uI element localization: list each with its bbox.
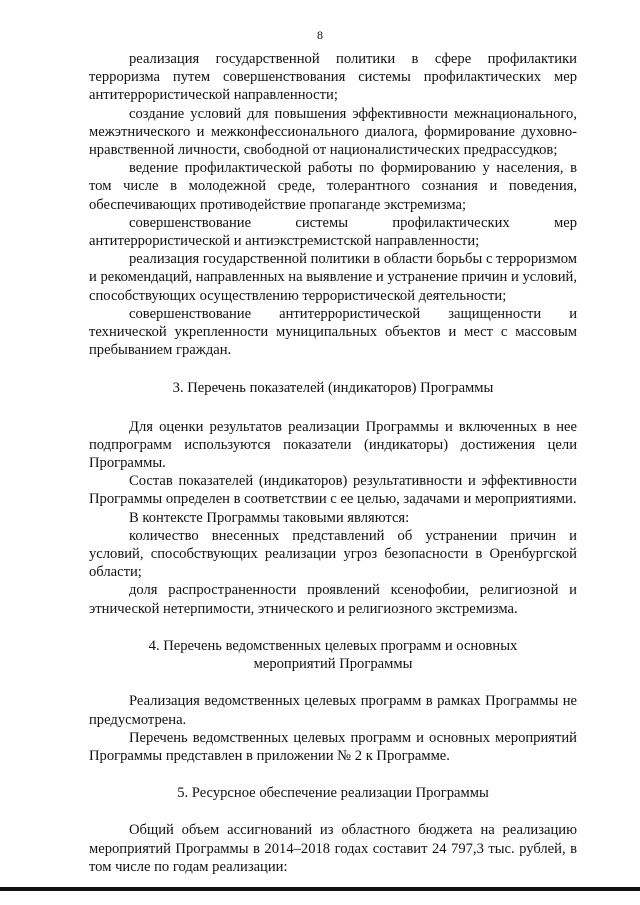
paragraph: В контексте Программы таковыми являются: — [129, 509, 410, 526]
section-4-heading-line-1: 4. Перечень ведомственных целевых программ и основных — [148, 637, 518, 654]
paragraph: реализация государственной политики в сфере профилактики терроризма путем совершенствования системы профилактических мер антитеррористической направленности; — [89, 51, 577, 104]
paragraph: совершенствование системы профилактических мер антитеррористической и антиэкстремистской направленности; — [89, 214, 577, 250]
paragraph: Реализация ведомственных целевых программ в рамках Программы не предусмотрена. — [89, 693, 577, 728]
bottom-scan-edge — [0, 887, 640, 891]
section-4-heading-line-2: мероприятий Программы — [253, 656, 413, 673]
paragraph: ведение профилактической работы по формированию у населения, в том числе в молодежной среде, толерантного сознания и поведения, обеспечивающих противодействие пропаганде экстремизма; — [89, 160, 577, 213]
section-4-heading — [89, 637, 577, 673]
paragraph: создание условий для повышения эффективности межнационального, межэтнического и межконфессионального диалога, формирование духовно-нравственной личности, свободной от националистических предрассудков; — [89, 105, 577, 159]
paragraph: доля распространенности проявлений ксенофобии, религиозной и этнической нетерпимости, этнического и религиозного экстремизма. — [89, 582, 577, 617]
page-number: 8 — [317, 28, 323, 42]
paragraph: совершенствование антитеррористической защищенности и технической укрепленности муниципальных объектов и мест с массовым пребыванием граждан. — [89, 305, 577, 359]
section-3-heading: 3. Перечень показателей (индикаторов) Программы — [172, 380, 494, 397]
paragraph: Состав показателей (индикаторов) результативности и эффективности Программы определен в соответствии с ее целью, задачами и мероприятиями. — [89, 473, 577, 508]
paragraph: Для оценки результатов реализации Программы и включенных в нее подпрограмм используются показатели (индикаторы) достижения цели Программы. — [89, 418, 577, 472]
paragraph: Общий объем ассигнований из областного бюджета на реализацию мероприятий Программы в 2014–2018 годах составит 24 797,3 тыс. рублей, в том числе по годам реализации: — [89, 822, 577, 875]
section-5-heading: 5. Ресурсное обеспечение реализации Программы — [177, 785, 489, 802]
paragraph: количество внесенных представлений об устранении причин и условий, способствующих реализации угроз безопасности в Оренбургской области; — [89, 527, 577, 581]
paragraph: Перечень ведомственных целевых программ и основных мероприятий Программы представлен в приложении № 2 к Программе. — [89, 729, 577, 764]
paragraph: реализация государственной политики в области борьбы с терроризмом и рекомендаций, направленных на выявление и устранение причин и условий, способствующих осуществлению террористической деятельности; — [89, 251, 577, 304]
document-body — [89, 50, 577, 876]
